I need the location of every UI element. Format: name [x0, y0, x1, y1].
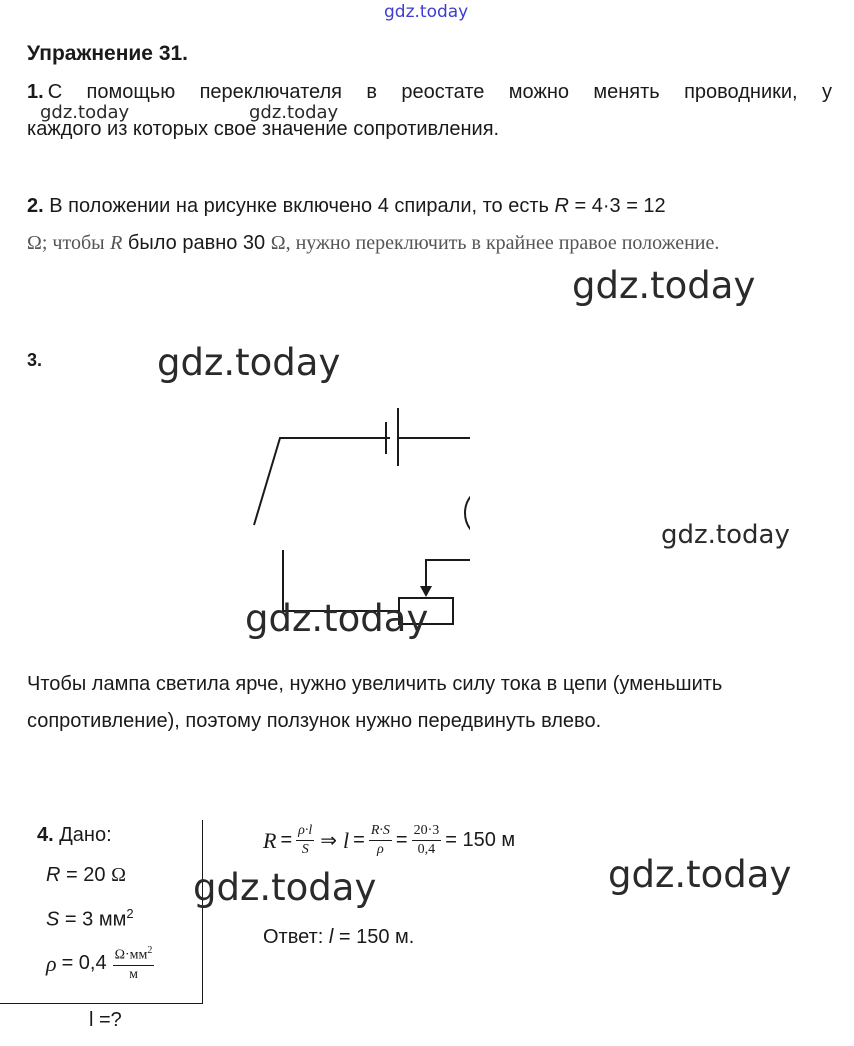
ex4-given-label: Дано:	[59, 824, 112, 846]
watermark-ex4-mid: gdz.today	[193, 866, 377, 909]
watermark-small-left: gdz.today	[40, 102, 130, 123]
ex3-number: 3.	[27, 350, 43, 370]
ex2-var-r: R	[554, 195, 569, 217]
formula-frac2-num: R·S	[369, 824, 392, 841]
given-r-var: R	[46, 864, 61, 886]
ex3-para-line1: Чтобы лампа светила ярче, нужно увеличить силу тока в цепи (уменьшить	[27, 673, 723, 695]
given-s-exp: 2	[126, 906, 134, 921]
answer-val: = 150 м.	[338, 926, 415, 948]
ex3-para-line2: сопротивление), поэтому ползунок нужно передвинуть влево.	[27, 710, 602, 732]
given-r-unit: Ω	[111, 864, 126, 886]
formula-l: l	[343, 827, 350, 853]
given-rho-unit	[113, 946, 155, 982]
given-box-bottom-line	[0, 1003, 203, 1004]
circuit-wire-top-left	[254, 438, 390, 525]
ex4-number: 4.	[37, 824, 54, 846]
formula-frac1-num: ρ·l	[296, 824, 314, 841]
watermark-large-ex2: gdz.today	[572, 264, 756, 307]
formula-implies: ⇒	[320, 830, 338, 852]
ex2-line1-expr: = 4·3 = 12	[574, 195, 666, 217]
answer-var: l	[328, 926, 334, 948]
lamp-icon	[465, 486, 470, 540]
ex2-line1-text: В положении на рисунке включено 4 спирали, то есть	[49, 195, 549, 217]
given-rho-val: = 0,4	[61, 952, 107, 975]
ex1-line2: каждого из которых свое значение сопротивления.	[27, 118, 500, 140]
given-box-right-line	[202, 820, 203, 1004]
given-rho-var: ρ	[46, 950, 57, 976]
formula-eq2: =	[353, 829, 365, 851]
formula-frac1	[296, 824, 314, 857]
circuit-wire-right	[426, 540, 470, 586]
given-r-val: = 20	[66, 864, 106, 886]
ex1-number: 1.	[27, 81, 44, 103]
ex2-line2	[27, 232, 719, 255]
circuit-wire-top-right	[398, 438, 470, 486]
ex4-formula	[263, 824, 515, 857]
ex4-unknown: l =?	[89, 1009, 122, 1031]
ex2-line1	[27, 195, 666, 218]
formula-frac2	[369, 824, 392, 857]
ex4-answer	[263, 926, 414, 949]
ex1-line1	[27, 81, 832, 104]
watermark-ex4-right: gdz.today	[608, 853, 792, 896]
given-rho-unit-den: м	[129, 966, 138, 982]
given-area	[46, 906, 134, 932]
ex2-line2-b: было равно 30	[127, 232, 266, 254]
given-s-var: S	[46, 908, 60, 931]
formula-r: R	[263, 827, 277, 853]
slider-arrow-icon	[420, 586, 432, 597]
formula-frac2-den: ρ	[376, 842, 384, 857]
formula-frac1-den: S	[301, 842, 309, 857]
answer-label: Ответ:	[263, 926, 324, 948]
formula-result: = 150 м	[445, 829, 516, 851]
formula-frac3-den: 0,4	[417, 842, 436, 857]
formula-frac3-num: 20·3	[412, 824, 442, 841]
ex4-header	[37, 824, 112, 847]
watermark-ex3-left: gdz.today	[157, 341, 341, 384]
ex2-line2-a: Ω; чтобы	[27, 232, 105, 254]
ex2-number: 2.	[27, 195, 44, 217]
given-s-val: = 3 мм	[64, 908, 127, 931]
given-rho-unit-num: Ω·мм	[114, 947, 148, 963]
watermark-ex3-right: gdz.today	[661, 520, 790, 550]
ex2-line2-var: R	[110, 232, 123, 254]
formula-eq1: =	[280, 829, 293, 851]
watermark-small-right: gdz.today	[249, 102, 339, 123]
ex2-line2-c: Ω, нужно переключить в крайнее правое положение.	[270, 232, 720, 254]
formula-frac3	[412, 824, 442, 857]
given-resistance	[46, 864, 126, 887]
watermark-ex3-bottom: gdz.today	[245, 597, 429, 640]
ex1-line1-text: С помощью переключателя в реостате можно менять проводники, у	[47, 81, 832, 103]
given-resistivity	[46, 946, 154, 982]
watermark-top: gdz.today	[384, 2, 469, 22]
formula-eq3: =	[395, 829, 408, 851]
exercise-title: Упражнение 31.	[27, 42, 189, 65]
given-rho-unit-exp: 2	[147, 945, 153, 956]
